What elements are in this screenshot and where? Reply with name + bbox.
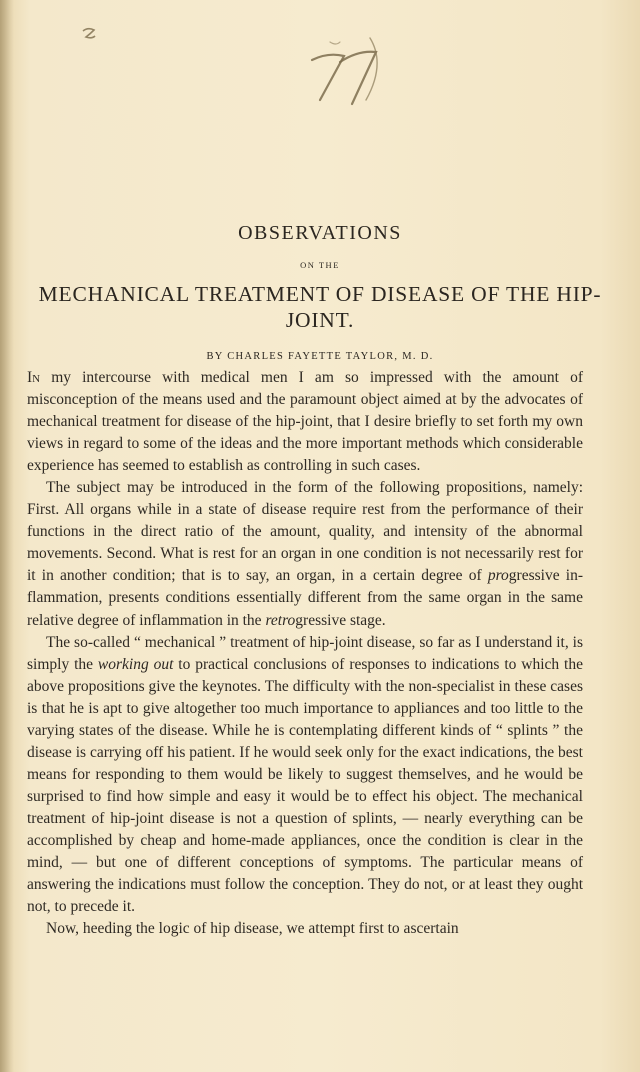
paragraph-1-lead: In <box>27 369 41 386</box>
paragraph-3-text-b: to practical conclusions of responses to indications to which the above propositions give the keynotes. The difficulty with the non-specialist in these cases is that he is apt to give altogether too much importance to appliances and too little to the varying states of the disease. While he is contemplating different kinds of “ splints ” the disease is carrying off his patient. If he would seek only for the exact indications, the best means for responding to them would be likely to suggest themselves, and he would be surprised to find how simple and easy it would be to effect his object. The mechanical treatment of hip-joint disease is not a question of splints, — nearly everything can be accomplished by cheap and home-made appliances, once the condition is clear in the mind, — but one of different conceptions of symptoms. The particular means of answering the indications must follow the conception. They do not, or at least they ought not, to precede it. <box>27 655 583 916</box>
heading-observations: OBSERVATIONS <box>238 222 402 244</box>
handwritten-mark <box>300 30 390 110</box>
paragraph-2-italic-b: retro <box>265 611 296 629</box>
paragraph-3-italic: working out <box>97 655 174 673</box>
author-byline: BY CHARLES FAYETTE TAYLOR, M. D. <box>206 351 434 362</box>
paragraph-2-text-a: The subject may be introduced in the form of the following propositions, namely: First. All organs while in a state of disease require rest from the performance of their functions in the direct ratio of the amount, quality, and intensity of the abnormal movements. Second. What is rest for an organ in one condition is not necessarily rest for it in another condition; that is to say, an organ, in a certain degree of <box>27 479 583 585</box>
article-title: MECHANICAL TREATMENT OF DISEASE OF THE HIP-JOINT. <box>38 282 602 332</box>
heading-on-the: ON THE <box>300 260 340 270</box>
paragraph-2 <box>27 477 583 631</box>
article-body <box>27 367 583 940</box>
corner-ink-mark <box>80 25 100 45</box>
paragraph-1-text: my intercourse with medical men I am so impressed with the amount of misconception of the means used and the paramount object aimed at by the advocates of mechanical treatment for disease of the hip-joint, that I desire briefly to set forth my own views in regard to some of the ideas and the more important methods which considerable experience has seemed to establish as controlling in such cases. <box>27 369 583 475</box>
paragraph-4: Now, heeding the logic of hip disease, we attempt first to ascertain <box>46 920 459 938</box>
paragraph-2-text-c: gressive stage. <box>295 611 386 629</box>
paragraph-3-text-a: The so-called “ mechanical ” treatment of hip-joint disease, so far as I understand it, is simply the <box>27 633 583 673</box>
paragraph-2-text-b: gressive inflammation, presents conditions essentially different from the same organ in the same relative degree of inflammation in the <box>27 567 583 629</box>
page-edge-shadow <box>0 0 14 1072</box>
paragraph-2-italic-a: pro <box>487 567 509 585</box>
paragraph-1 <box>27 367 583 477</box>
paragraph-3 <box>27 632 583 919</box>
